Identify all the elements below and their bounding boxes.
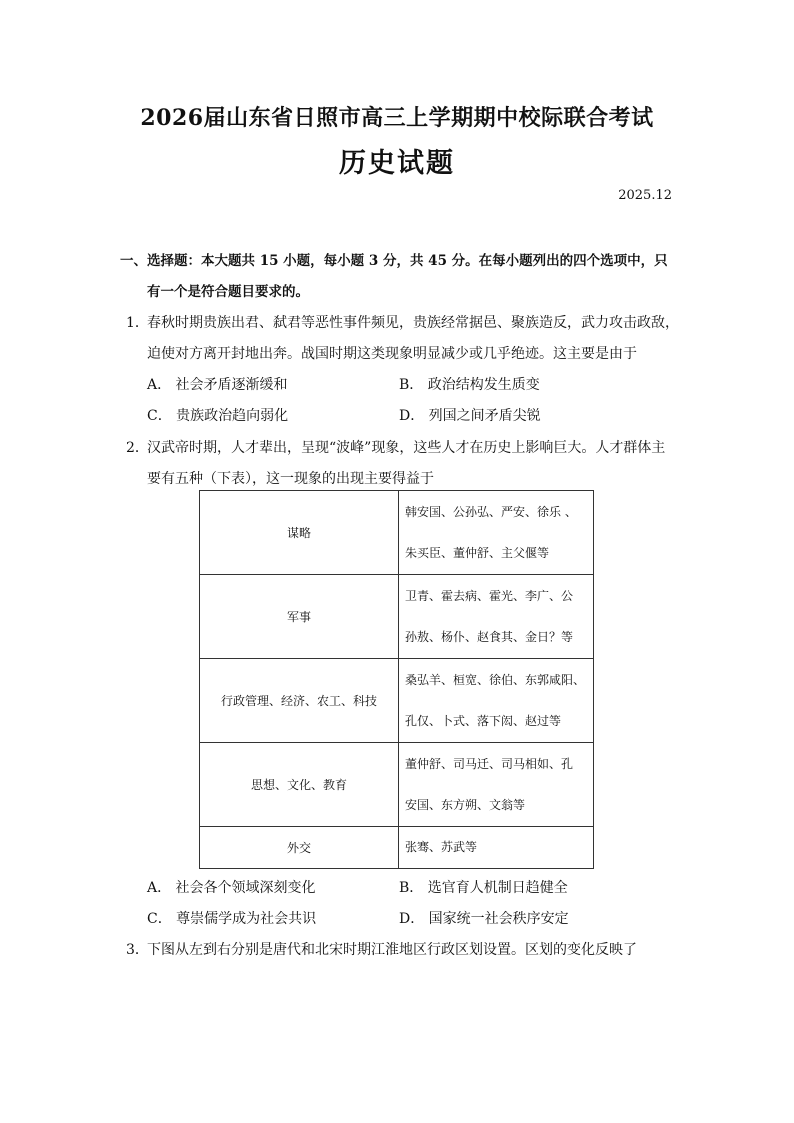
section-instructions-line1: 一、选择题：本大题共 15 小题，每小题 3 分，共 45 分。在每小题列出的四个选项中，只 (120, 253, 668, 269)
names-line: 卫青、霍去病、霍光、李广、公 (405, 588, 574, 603)
table-row (200, 827, 594, 869)
table-category-cell: 谋略 (200, 491, 399, 575)
table-names-cell (399, 491, 594, 575)
question-3-number: 3． (126, 942, 149, 958)
question-2-number: 2． (126, 440, 149, 456)
question-1-number: 1． (126, 315, 149, 331)
question-2-option-c[interactable]: C． 尊崇儒学成为社会共识 (147, 911, 317, 927)
table-row (200, 491, 594, 575)
question-3-stem-line1: 下图从左到右分别是唐代和北宋时期江淮地区行政区划设置。区划的变化反映了 (147, 942, 637, 958)
question-2-stem-line1: 汉武帝时期，人才辈出，呈现“波峰”现象，这些人才在历史上影响巨大。人才群体主 (147, 440, 666, 456)
question-2-stem-line2: 要有五种（下表），这一现象的出现主要得益于 (147, 471, 434, 487)
names-line: 张骞、苏武等 (405, 840, 478, 854)
names-line: 孙敖、杨仆、赵食其、金日？等 (405, 629, 574, 644)
names-line: 孔仅、卜式、落下闳、赵过等 (405, 713, 562, 728)
names-line: 安国、东方朔、文翁等 (405, 797, 526, 812)
names-line: 董仲舒、司马迁、司马相如、孔 (405, 756, 574, 771)
table-row (200, 743, 594, 827)
table-names-cell (399, 659, 594, 743)
names-line: 桑弘羊、桓宽、徐伯、东郭咸阳、 (405, 672, 586, 687)
question-1-option-d[interactable]: D． 列国之间矛盾尖锐 (399, 408, 541, 424)
question-1-stem-line1: 春秋时期贵族出君、弑君等恶性事件频见，贵族经常据邑、聚族造反，武力攻击政敌， (147, 315, 679, 331)
table-names-cell (399, 743, 594, 827)
exam-subject-title: 历史试题 (339, 148, 455, 179)
question-1-stem-line2: 迫使对方离开封地出奔。战国时期这类现象明显减少或几乎绝迹。这主要是由于 (147, 346, 637, 362)
section-instructions-line2: 有一个是符合题目要求的。 (147, 284, 309, 300)
names-line: 韩安国、公孙弘、严安、徐乐 、 (405, 504, 577, 519)
table-category-cell: 外交 (200, 827, 399, 869)
talent-groups-table (199, 490, 594, 869)
table-category-cell: 思想、文化、教育 (200, 743, 399, 827)
question-2-option-d[interactable]: D． 国家统一社会秩序安定 (399, 911, 569, 927)
exam-date: 2025.12 (618, 188, 672, 203)
table-names-cell (399, 827, 594, 869)
question-1-option-a[interactable]: A． 社会矛盾逐渐缓和 (147, 377, 288, 393)
question-1-option-b[interactable]: B． 政治结构发生质变 (399, 377, 540, 393)
question-1-option-c[interactable]: C． 贵族政治趋向弱化 (147, 408, 289, 424)
table-category-cell: 军事 (200, 575, 399, 659)
exam-title: 2026届山东省日照市高三上学期期中校际联合考试 (140, 105, 654, 131)
table-names-cell (399, 575, 594, 659)
table-row (200, 575, 594, 659)
table-row (200, 659, 594, 743)
question-2-option-b[interactable]: B． 选官育人机制日趋健全 (399, 880, 568, 896)
names-line: 朱买臣、董仲舒、主父偃等 (405, 545, 550, 560)
table-category-cell: 行政管理、经济、农工、科技 (200, 659, 399, 743)
question-2-option-a[interactable]: A． 社会各个领域深刻变化 (147, 880, 316, 896)
